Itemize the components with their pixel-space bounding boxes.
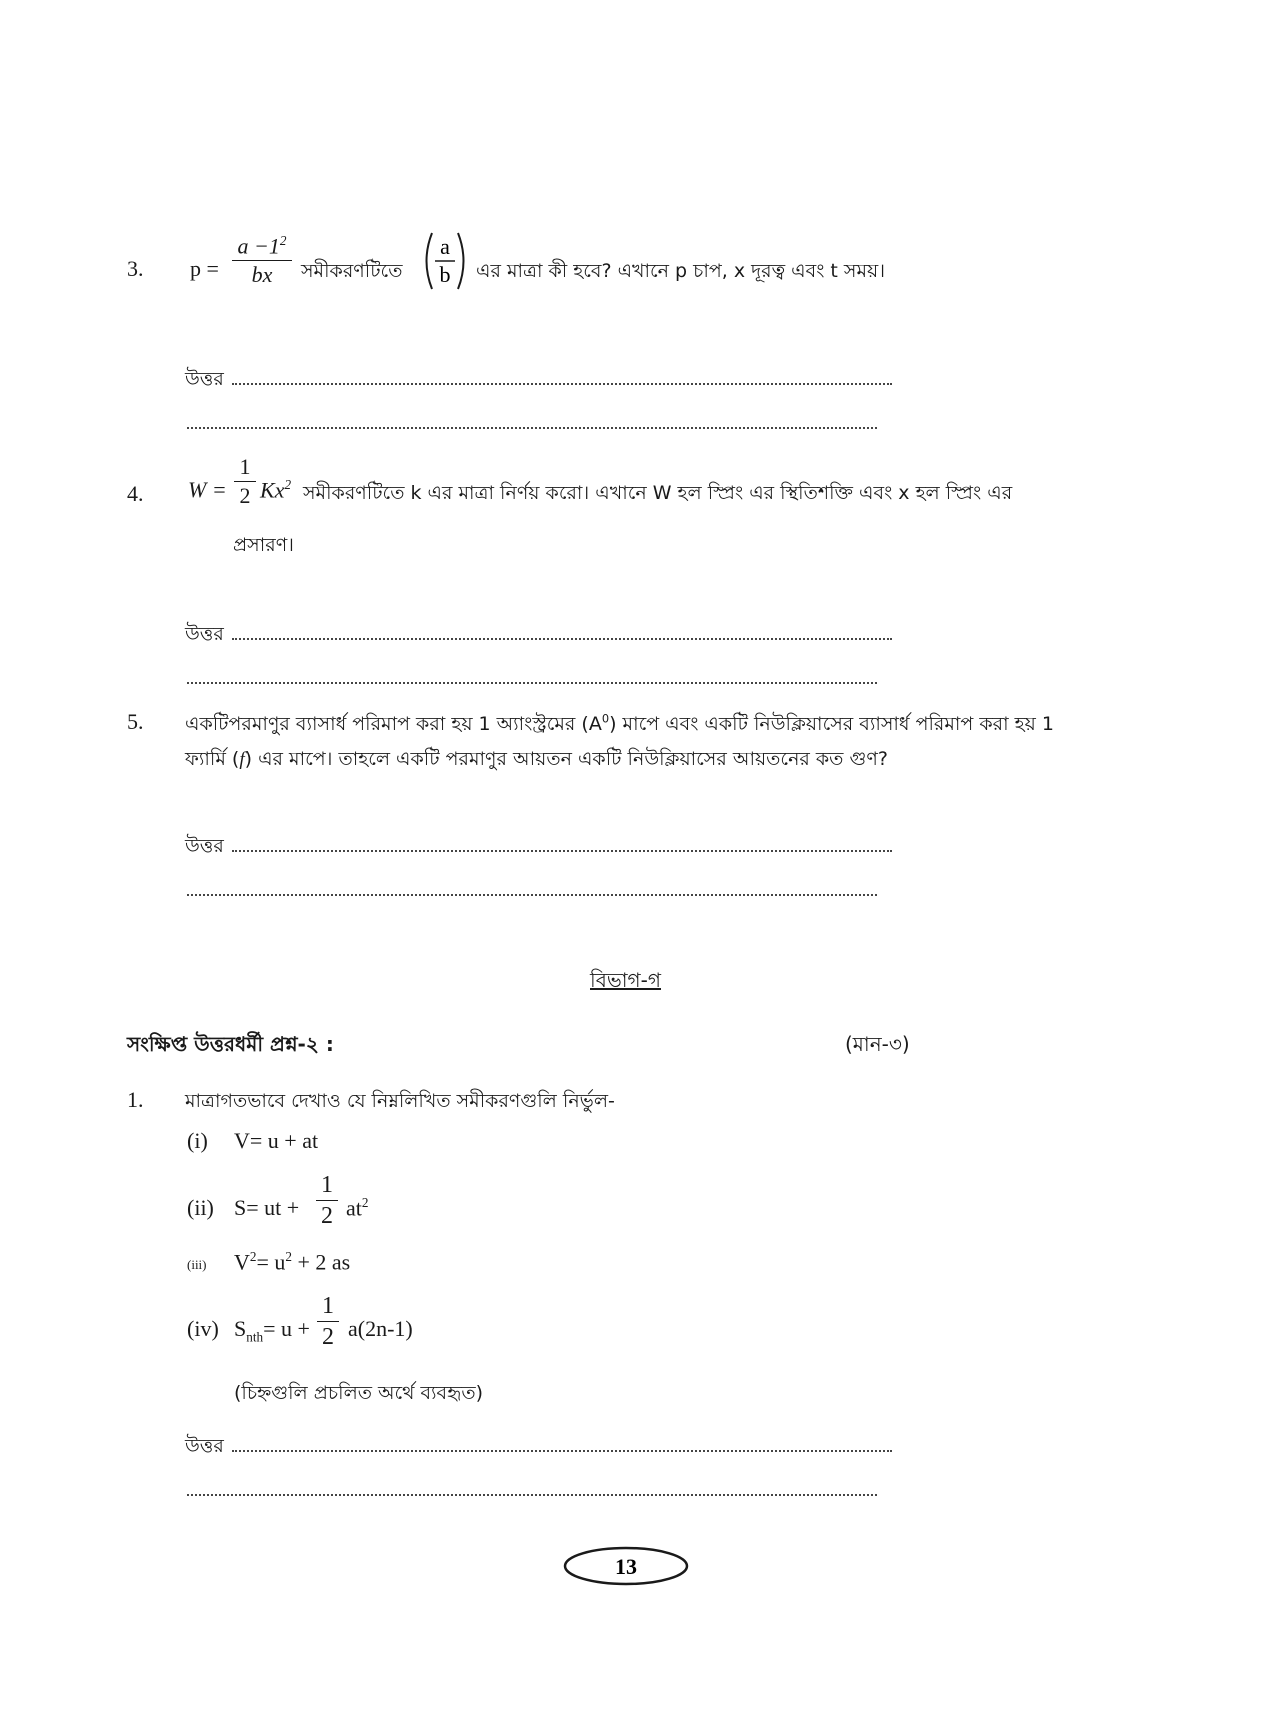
q3-fraction	[232, 234, 292, 286]
q1-iii-eq	[234, 1249, 350, 1275]
page-number-badge	[562, 1545, 690, 1587]
q1-iv-fraction	[317, 1294, 339, 1349]
section-subtitle: সংক্ষিপ্ত উত্তরধর্মী প্রশ্ন-২ :	[127, 1032, 334, 1056]
q1-ii-lhs: S= ut +	[234, 1195, 300, 1220]
answer-dotted-line[interactable]	[187, 1494, 877, 1496]
answer-dotted-line[interactable]	[187, 894, 877, 896]
q4-line2: প্রসারণ।	[233, 534, 294, 556]
q3-frac-num-exp: 2	[279, 233, 287, 248]
q1-ii-num: 1	[321, 1172, 333, 1198]
q1-iv-label: (iv)	[187, 1316, 219, 1341]
q1-iv-lhs	[234, 1316, 310, 1345]
q1-iii-mid: = u	[256, 1249, 286, 1275]
q1-iii-rest: + 2 as	[297, 1249, 351, 1275]
q3-frac-num: a −1	[237, 233, 280, 259]
section-title: বিভাগ-গ	[590, 968, 661, 992]
q1-ii-term: at	[346, 1195, 362, 1221]
q1-iv-sub: nth	[246, 1329, 264, 1345]
answer-dotted-line[interactable]	[232, 383, 892, 385]
q1-text: মাত্রাগতভাবে দেখাও যে নিম্নলিখিত সমীকরণগুলি নির্ভুল-	[185, 1090, 615, 1112]
q4-eq-rest	[260, 477, 291, 503]
q4-number: 4.	[127, 481, 144, 506]
answer-label: উত্তর	[185, 1435, 224, 1457]
q5-line1	[185, 710, 1054, 742]
q4-eq-exp: 2	[284, 477, 292, 492]
q1-ii-rest	[346, 1195, 368, 1221]
page-number: 13	[615, 1554, 637, 1579]
q5-line1-b: ) মাপে এবং একটি নিউক্লিয়াসের ব্যাসার্ধ পরিমাপ করা হয় 1	[609, 713, 1054, 735]
q3-eq-lhs: p =	[190, 256, 219, 281]
answer-dotted-line[interactable]	[232, 850, 892, 852]
answer-label: উত্তর	[185, 368, 224, 390]
q3-paren-den: b	[439, 262, 451, 287]
q1-iii-uexp: 2	[285, 1249, 292, 1264]
left-paren	[427, 233, 433, 289]
q1-iv-s: S	[234, 1316, 247, 1341]
right-paren	[458, 233, 464, 289]
answer-dotted-line[interactable]	[187, 427, 877, 429]
q5-line2-a: ফ্যার্মি (	[185, 748, 240, 770]
q5-line1-sup: 0	[601, 711, 610, 726]
q1-i-label: (i)	[187, 1128, 208, 1153]
q3-frac-den: bx	[251, 262, 273, 288]
q5-line2-b: ) এর মাপে। তাহলে একটি পরমাণুর আয়তন একটি নিউক্লিয়াসের আয়তনের কত গুণ?	[244, 748, 888, 770]
q1-iii-label: (iii)	[187, 1257, 207, 1272]
q1-ii-exp: 2	[361, 1195, 369, 1210]
q1-ii-label: (ii)	[187, 1195, 214, 1220]
q4-fraction	[234, 456, 256, 507]
answer-label: উত্তর	[185, 623, 224, 645]
q5-line2	[185, 745, 888, 777]
answer-dotted-line[interactable]	[232, 638, 892, 640]
q4-eq-term: Kx	[260, 477, 285, 503]
q4-frac-den: 2	[239, 483, 251, 508]
q3-paren-fraction	[420, 230, 470, 292]
q1-number: 1.	[127, 1087, 144, 1112]
q1-ii-fraction	[316, 1173, 338, 1228]
q1-iv-mid: = u +	[263, 1316, 310, 1341]
q5-line2-f: f	[239, 749, 245, 770]
answer-dotted-line[interactable]	[187, 682, 877, 684]
q5-number: 5.	[127, 709, 144, 734]
q4-line1: সমীকরণটিতে k এর মাত্রা নির্ণয় করো। এখানে W হল স্প্রিং এর স্থিতিশক্তি এবং x হল স্প্রিং এর	[303, 482, 1013, 504]
answer-label: উত্তর	[185, 835, 224, 857]
section-marks: (মান-৩)	[845, 1032, 910, 1056]
q3-text-mid: সমীকরণটিতে	[301, 260, 403, 282]
q5-line1-a: একটিপরমাণুর ব্যাসার্ধ পরিমাপ করা হয় 1 অ্যাংস্ট্রমের (A	[185, 713, 602, 735]
q1-iii-v: V	[234, 1249, 250, 1275]
q1-iv-den: 2	[322, 1324, 334, 1350]
q4-frac-num: 1	[239, 454, 251, 479]
q3-number: 3.	[127, 256, 144, 281]
q1-iii-vexp: 2	[249, 1249, 257, 1264]
q1-iv-rest: a(2n-1)	[348, 1316, 413, 1341]
q3-text: এর মাত্রা কী হবে? এখানে p চাপ, x দূরত্ব এবং t সময়।	[476, 260, 885, 282]
q1-iv-num: 1	[322, 1293, 334, 1319]
q1-i-eq: V= u + at	[234, 1128, 319, 1153]
q4-eq-lhs: W =	[188, 477, 227, 502]
q1-note: (চিহ্নগুলি প্রচলিত অর্থে ব্যবহৃত)	[234, 1382, 484, 1404]
answer-dotted-line[interactable]	[232, 1450, 892, 1452]
q1-ii-den: 2	[321, 1203, 333, 1229]
q3-paren-num: a	[440, 234, 450, 259]
